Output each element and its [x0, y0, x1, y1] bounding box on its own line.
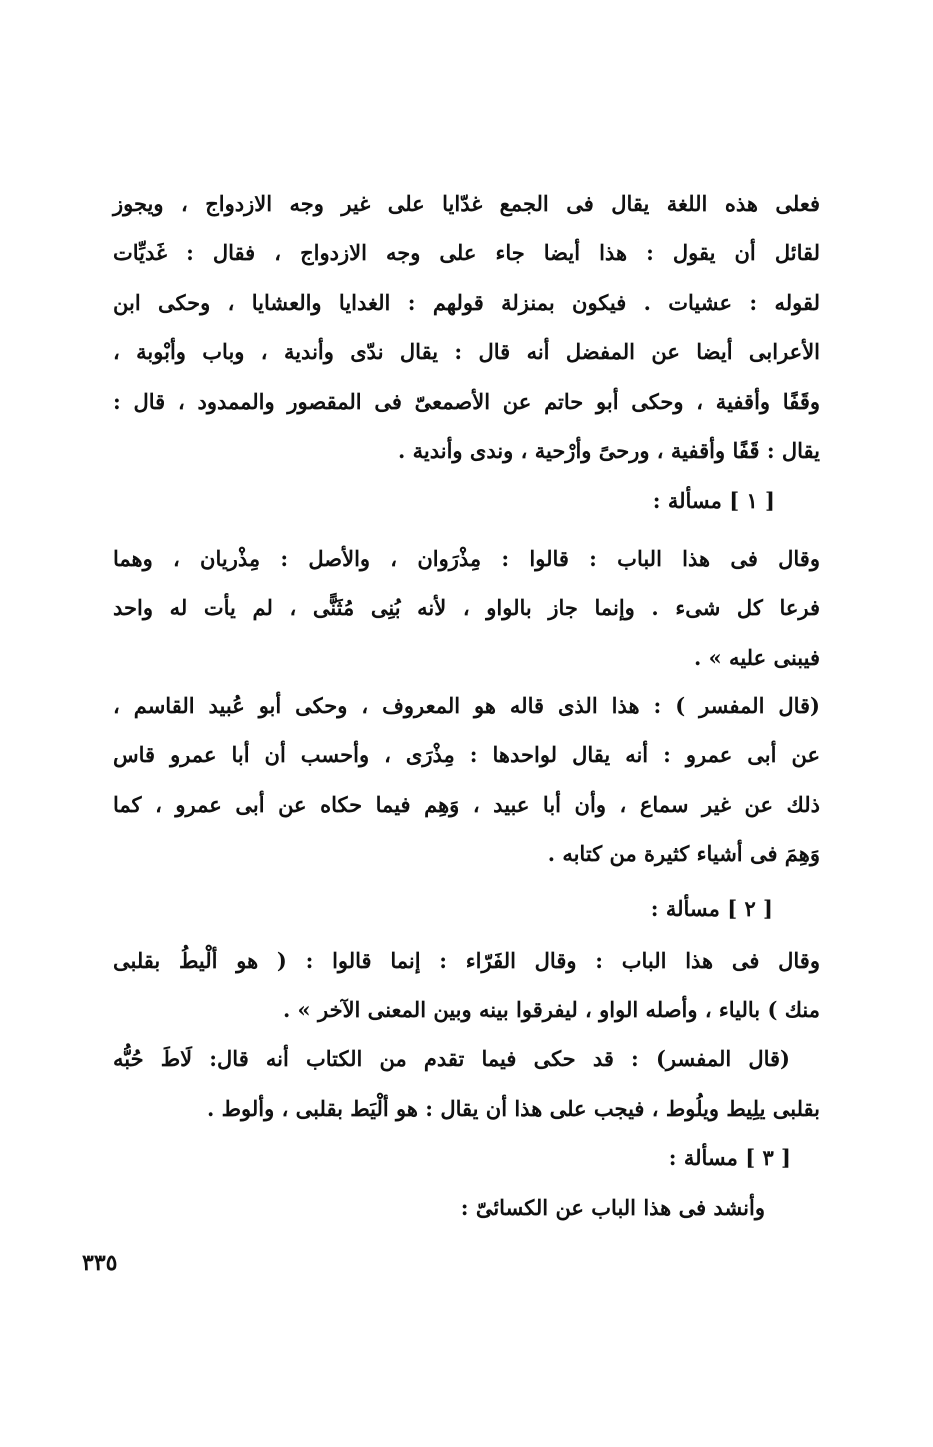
text-line: (قال المفسر) : قد حكى فيما تقدم من الكتاب أنه قال: لَاطَ حُبُّه — [113, 1046, 790, 1071]
text-line: وقال فى هذا الباب : قالوا : مِذْرَوان ، والأصل : مِذْريان ، وهما — [113, 546, 820, 571]
text-line: وقال فى هذا الباب : وقال الفَرّاء : إنما قالوا : ( هو ألْيطُ بقلبى — [113, 948, 820, 973]
text-line: لقوله : عشيات . فيكون بمنزلة قولهم : الغدايا والعشايا ، وحكى ابن — [113, 290, 820, 315]
text-line: وأنشد فى هذا الباب عن الكسائىّ : — [460, 1195, 765, 1220]
text-line: فعلى هذه اللغة يقال فى الجمع غدّايا على غير وجه الازدواج ، ويجوز — [113, 191, 820, 216]
text-line: وَهِمَ فى أشياء كثيرة من كتابه . — [547, 841, 820, 866]
section-heading: [ ٣ ] مسألة : — [668, 1145, 791, 1170]
text-line: بقلبى يلِيط ويلُوط ، فيجب على هذا أن يقال : هو ألْيَط بقلبى ، وألوط . — [207, 1096, 820, 1121]
text-line: (قال المفسر ) : هذا الذى قاله هو المعروف ، وحكى أبو عُبيد القاسم ، — [113, 693, 820, 718]
text-line: ذلك عن غير سماع ، وأن أبا عبيد ، وَهِم فيما حكاه عن أبى عمرو ، كما — [113, 792, 820, 817]
text-line: لقائل أن يقول : هذا أيضا جاء على وجه الازدواج ، فقال : غَديِّات — [113, 240, 820, 265]
section-heading: [ ١ ] مسألة : — [652, 488, 775, 513]
text-line: منك ) بالياء ، وأصله الواو ، ليفرقوا بينه وبين المعنى الآخر » . — [282, 997, 820, 1022]
text-line: عن أبى عمرو : أنه يقال لواحدها : مِذْرَى ، وأحسب أن أبا عمرو قاس — [113, 742, 820, 767]
text-line: فرعا كل شىء . وإنما جاز بالواو ، لأنه بُنِى مُثَنًّى ، لم يأت له واحد — [113, 595, 820, 620]
text-line: فيبنى عليه » . — [694, 645, 820, 670]
text-line: الأعرابى أيضا عن المفضل أنه قال : يقال ندّى وأندية ، وباب وأبْوبة ، — [113, 339, 820, 364]
page-number: ٣٣٥ — [82, 1250, 118, 1276]
text-line: وقَفًا وأقفية ، وحكى أبو حاتم عن الأصمعىّ فى المقصور والممدود ، قال : — [113, 389, 820, 414]
section-heading: [ ٢ ] مسألة : — [650, 896, 773, 921]
text-line: يقال : قَفًا وأقفية ، ورحىً وأرْحية ، وندى وأندية . — [398, 438, 820, 463]
